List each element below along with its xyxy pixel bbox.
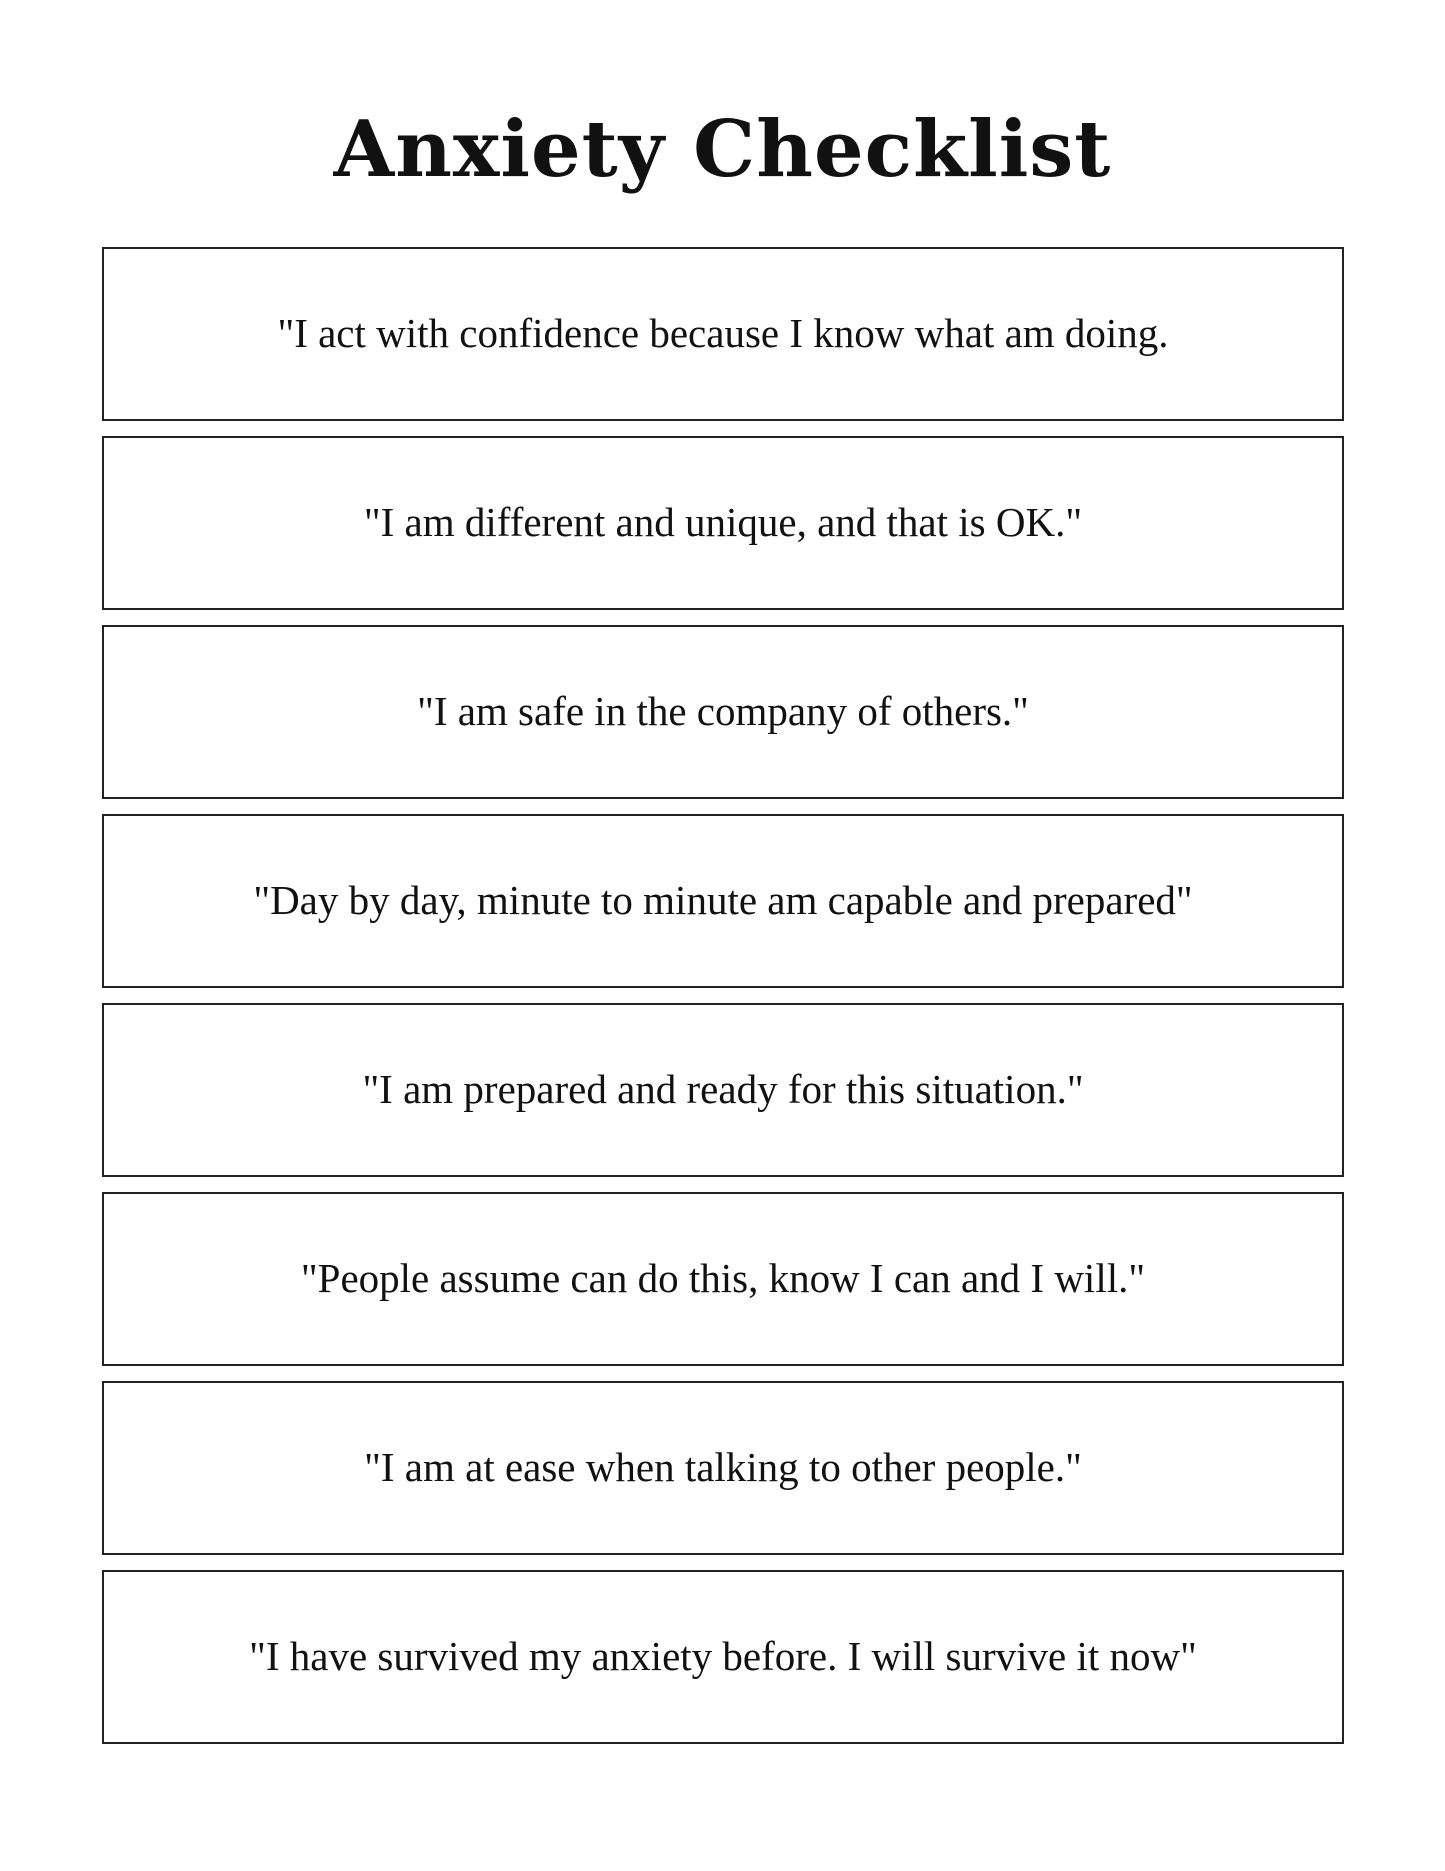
checklist-item: [102, 1192, 1344, 1366]
checklist-item: [102, 1570, 1344, 1744]
checklist-item: [102, 625, 1344, 799]
checklist-item: [102, 247, 1344, 421]
checklist-item: [102, 1381, 1344, 1555]
checklist-item: [102, 436, 1344, 610]
page-title: Anxiety Checklist: [333, 104, 1112, 195]
checklist-item-text: "I act with confidence because I know what am doing.: [277, 310, 1169, 357]
checklist-item-text: "I am different and unique, and that is OK.": [363, 499, 1083, 546]
checklist-item-text: "I have survived my anxiety before. I will survive it now": [249, 1633, 1197, 1680]
checklist-item-text: "I am prepared and ready for this situation.": [362, 1066, 1084, 1113]
checklist-item-text: "People assume can do this, know I can and I will.": [300, 1255, 1146, 1302]
checklist-item: [102, 1003, 1344, 1177]
checklist-item-text: "I am safe in the company of others.": [417, 688, 1029, 735]
checklist: [102, 247, 1344, 1759]
checklist-item-text: "Day by day, minute to minute am capable and prepared": [253, 877, 1193, 924]
checklist-item: [102, 814, 1344, 988]
checklist-item-text: "I am at ease when talking to other people.": [364, 1444, 1082, 1491]
